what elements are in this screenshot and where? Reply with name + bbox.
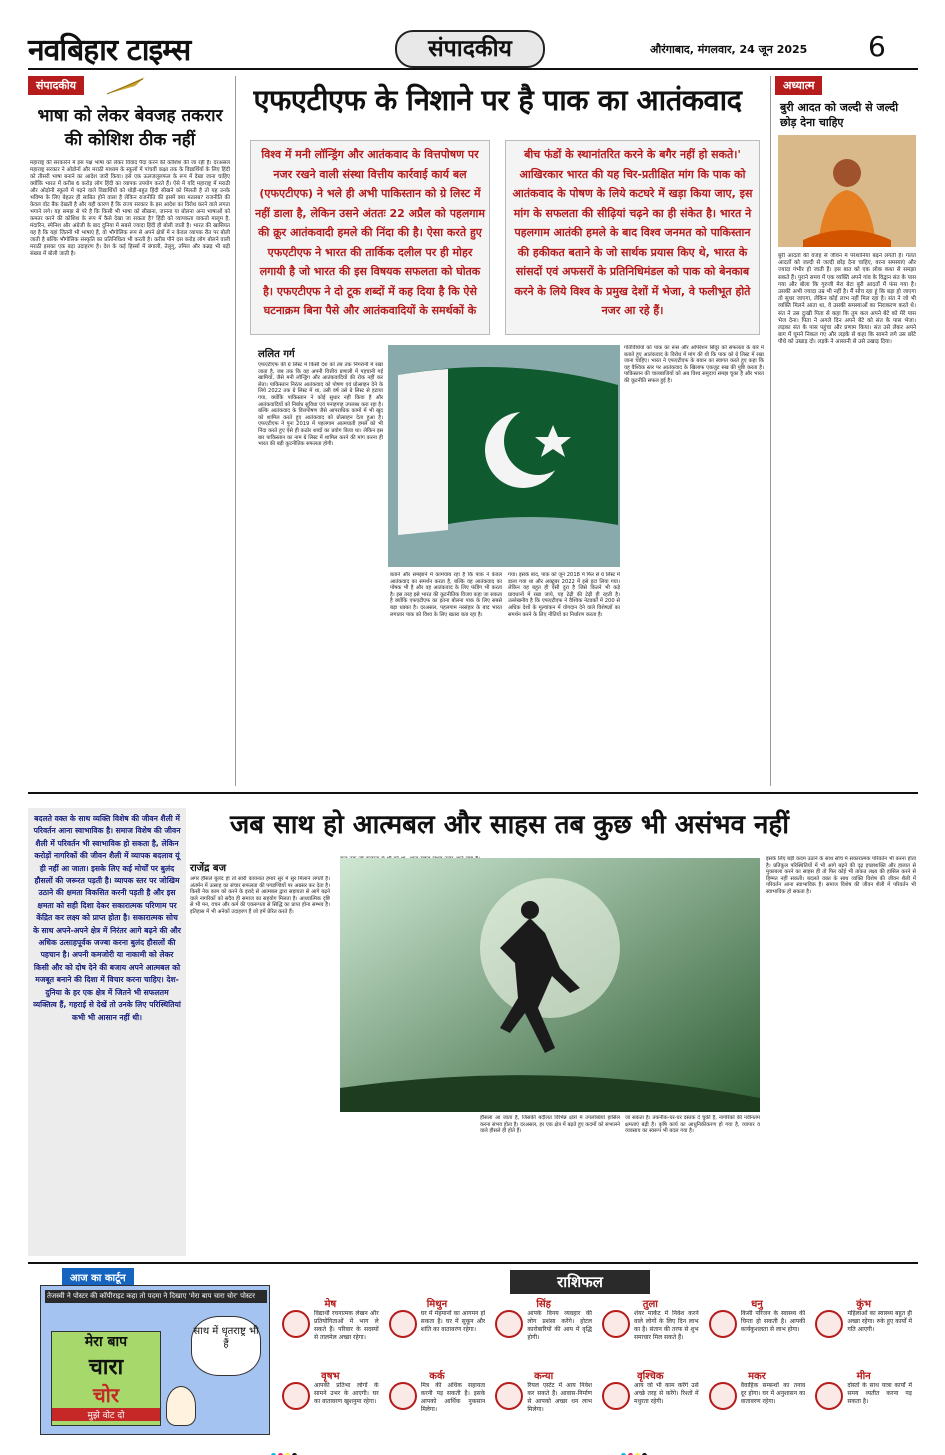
rashifal-sign-name: कन्या bbox=[534, 1371, 554, 1382]
zodiac-icon bbox=[815, 1382, 843, 1410]
rashifal-title: राशिफल bbox=[510, 1270, 650, 1294]
rashifal-sign-name: मकर bbox=[748, 1371, 766, 1382]
column-divider bbox=[235, 76, 236, 786]
highlight-box-right: बीच फंडों के स्थानांतरित करने के बगैर नहीं हो सकते।' आखिरकार भारत की यह चिर-प्रतीक्षित मांग कि पाक को आतंकवाद के पोषण के लिये कटघरे में खड़ा किया जाए, इस मांग के सफलता की सीढ़ियां चढ़ने का ही संकेत है। भारत ने पहलगाम आतंकी हमले के बाद विश्व जनमत को पाकिस्तान की हकीकत बताने के जो सार्थक प्रयास किए थे, भारत के सांसदों एवं अफसरों के प्रतिनिधिमंडल को पाक को बेनकाब करने के लिये विश्व के प्रमुख देशों में भेजा, वे फलीभूत होते नजर आ रहे हैं। bbox=[505, 140, 760, 335]
running-man-photo bbox=[340, 858, 760, 1112]
rashifal-sign-name: वृश्चिक bbox=[637, 1371, 664, 1382]
speech-bubble: साथ में धृतराष्ट्र भी हैं bbox=[191, 1316, 261, 1376]
adhyatm-body: बुरी आदतों की वजह से जीवन में परेशानियां बढ़ने लगती है। गलत आदतों को जल्दी से जल्दी छोड़ देना चाहिए, वरना समस्याएं और ज्यादा गंभीर हो जाती है। इस बात को एक लोक कथा से समझा सकते हैं। पुराने समय में एक व्यक्ति अपने गांव के विद्वान संत के पास गया और बोला कि गुरुजी मेरा बेटा बुरी आदतों में फंस गया है। उसकी अभी ज्यादा उम्र भी नहीं है। मैं सोच रहा हूं कि बड़ा हो जाएगा तो सुधर जाएगा, लेकिन कोई लाभ नहीं मिल रहा है। संत ने जो भी व्यक्ति मिलने आता था, वे उसकी समस्याओं का निराकरण करते थे। संत ने उस दुःखी पिता से कहा कि तुम कल अपने बेटे को मेरे पास भेज देना। पिता ने अगले दिन अपने बेटे को संत के पास भेजा। लड़का संत के पास पहुंचा और प्रणाम किया। संत उसे लेकर अपने बाग में घूमने निकल गए और लड़के से कहा कि सामने लगे उस छोटे पौधे को उखाड़ दो। लड़के ने आसानी से उसे उखाड़ दिया। bbox=[778, 253, 916, 346]
rashifal-sign bbox=[280, 1296, 381, 1366]
registration-marks-right bbox=[620, 1443, 648, 1455]
rashifal-sign-text: महिलाओं का स्वास्थ्य बहुत ही अच्छा रहेगा। रुके हुए कार्यों में गति आएगी। bbox=[847, 1310, 912, 1333]
rashifal-sign-name: मिथुन bbox=[426, 1299, 448, 1310]
rashifal-sign-name: धनु bbox=[751, 1299, 763, 1310]
highlight-box-left: विश्व में मनी लॉन्ड्रिंग और आतंकवाद के वित्तपोषण पर नजर रखने वाली संस्था वित्तीय कार्रवाई कार्य बल (एफएटीएफ) ने भले ही अभी पाकिस्तान को ग्रे लिस्ट में नहीं डाला है, लेकिन उसने अंततः 22 अप्रैल को पहलगाम की क्रूर आतंकवादी हमले की निंदा की है। ऐसा करते हुए एफएटीएफ ने भारत की तार्किक दलील पर ही मोहर लगायी है जो भारत की इस विषयक सफलता को घोतक है। एफएटीएफ ने दो टूक शब्दों में कह दिया है कि ऐसे घटनाक्रम बिना पैसे और आतंकवादियों के समर्थकों के bbox=[250, 140, 490, 335]
page-number: 6 bbox=[868, 30, 886, 63]
second-headline: जब साथ हो आत्मबल और साहस तब कुछ भी असंभव नहीं bbox=[230, 810, 789, 840]
zodiac-icon bbox=[709, 1382, 737, 1410]
rashifal-sign-name: मीन bbox=[856, 1371, 871, 1382]
zodiac-icon bbox=[282, 1310, 310, 1338]
zodiac-icon bbox=[815, 1310, 843, 1338]
rashifal-sign-text: आय जो भी काम करेंगे उसे अच्छे तरह से करेंगे। रिश्तों में मधुरता रहेगी। bbox=[634, 1382, 699, 1405]
header-rule bbox=[28, 68, 918, 70]
rashifal-sign bbox=[707, 1368, 808, 1438]
second-byline: राजेंद्र बज bbox=[190, 863, 227, 874]
second-col5: इसके लिए बड़ी कदम उठाने के साथ सोच में सकारात्मक परिवर्तन भी करना होता है। प्रतिकूल परिस्थितियों में भी आगे बढ़ने की दृढ़ इच्छाशक्ति और हालात से मुकाबला करने का साहस ही तो फिर कोई भी ताकत लक्ष्य की हासिल करने से हिम्मत नहीं सकती। बदलते वक्त के साथ व्यक्ति विशेष की जीवन शैली में परिवर्तन आना स्वाभाविक है। समाज विशेष की जीवन शैली में परिवर्तन भी स्वाभाविक हो सकता है। bbox=[766, 856, 916, 895]
rashifal-sign bbox=[493, 1296, 594, 1366]
rashifal-sign-text: मित्र की अधिक सहायता करनी पड़ सकती है। इसके आपको आर्थिक नुकसान मिलेगा। bbox=[420, 1382, 486, 1413]
poster-line2: चारा bbox=[88, 1355, 124, 1380]
column-divider-right bbox=[770, 76, 771, 786]
flag-photo bbox=[388, 345, 620, 567]
zodiac-icon bbox=[602, 1310, 630, 1338]
editorial-title: भाषा को लेकर बेवजह तकरार की कोशिश ठीक नहीं bbox=[37, 106, 223, 150]
zodiac-icon bbox=[389, 1382, 417, 1410]
registration-marks bbox=[270, 1443, 298, 1455]
zodiac-icon bbox=[709, 1310, 737, 1338]
rashifal-sign-text: शेयर मार्केट में निवेश करने वाले लोगों के लिए दिन लाभ का है। संतान की तरफ से शुभ समाचार मिल सकते हैं। bbox=[634, 1310, 699, 1341]
zodiac-icon bbox=[495, 1310, 523, 1338]
rashifal-sign-name: वृषभ bbox=[321, 1371, 340, 1382]
main-body-col3: गया। इसके बाद, पाक को जून 2018 में फिर से ग्रे लिस्ट में डाला गया था और अक्टूबर 2022 में इसे हटा लिया गया। लेकिन यह बहुत ही ऐसी दुरा है जिसे कितने भी कड़े प्रावधानों में रखा जाये, यह टेढ़ी की टेढ़ी ही रहती है। उल्लेखनीय है कि एफएटीएफ ने वैश्विक नेटवर्कों में 200 से अधिक देशों के मूल्यांकन में योगदान देने वाले विशेषज्ञों का समर्थन करने के लिए नीतियों का निर्धारण करता है। bbox=[508, 572, 620, 618]
rashifal-sign-text: घर में मेहमानों का आगमन हो सकता है। घर में सुकून और शांति का वातावरण रहेगा। bbox=[420, 1310, 486, 1333]
editorial-body: महाराष्ट्र की सरकारेंने में इस पक्ष भाषा को लेकर विवाद पैदा करने की कोशिश की जा रही है। दरअसल महाराष्ट्र सरकार ने ओडोनों और मराठी माध्यम के स्कूलों में पांचवीं कक्षा तक के विद्यार्थियों के लिए हिंदी को तीसरी भाषा बनाने का आदेश जारी किया। इसे एक ऊलजलूलफल के रूप में देखा जाना चाहिए क्योंकि भारत में करीब 6 करोड़ लोग हिंदी का व्यापक उपयोग करते हैं। ऐसे में यदि महाराष्ट्र में मराठी और ओड़ोनी स्कूलों में पढ़ने वाले विद्यार्थियों को थोड़ी-बहुत हिंदी सीखने को मिलती है तो यह उनके भविष्य के लिए बेहतर ही साबित होने वाला है लेकिन राजनीति की इसमें क्या मतलब? राजनीति की केवल वोट बैंक देखती है और यही कारण है कि राज्य सरकार के इस आदेश का विरोध करने वाले लगता भगाने लगे। यह समझ से परे है कि किसी भी भाषा को सीखना, जानना या बोलना अन्य भाषाओं को कमतर करने की कोशिश के रूप में कैसे देखा जा सकता है? हिंदी को व्यापकता वाकतो मालूम है, मंदारिन, स्पेनिश और अंग्रेजी के बाद दुनिया में सबसे ज्यादा हिंदी ही बोली जाती है। भारत की खासियत यह है कि यहां जितनी भी भाषाएं हैं, वो भौगोलिक रूप से अपने क्षेत्रों में न केवल व्यापक रीत पर बोली जाती है बल्कि भौगोलिक संस्कृति का प्रतिनिधित्व भी करती है। करीब पौने दस करोड़ लोग बोलने वाली मराठी इसका एक बड़ा उदाहरण है। देश के कई हिस्सों में बंगाली, तेलुगु, तमिल और कन्नड़ भी बड़ी संख्या में बोली जाती है। bbox=[30, 160, 230, 257]
quill-icon bbox=[105, 74, 150, 96]
adhyatm-tag: अध्यात्म bbox=[775, 76, 822, 95]
rashifal-sign bbox=[280, 1368, 381, 1438]
rashifal-sign-text: रियल एस्टेट में आय निवेश कर सकते हैं। आवास-निर्माण से आपको अच्छा धन लाभ मिलेगा। bbox=[527, 1382, 592, 1413]
cartoon-label: आज का कार्टून bbox=[62, 1268, 134, 1286]
second-col3: हौसला आ जाता है, जिसकी बदौलत विभिन्न क्षेत्रों में उपलब्धियां हासिल करना संभव होता है। दरअसल, हर एक क्षेत्र में बढ़ते हुए कदमों को संभालने वाले हौसले ही होते हैं। bbox=[480, 1115, 620, 1135]
second-col1: अगर हौसले बुलंद हों तो सारी कायनात हमारे सुर में सुर मिलाने लगती है। अंतर्मन में उत्साह का संचार सफलता की पगडण्डियों पर अग्रसर कर देता है। किसी नेक काम को करने के इरादे से आत्मबल द्वारा सहायता से आगे बढ़ने वाले नागरिकों को सदैव ही समाज का सहयोग मिलता है। आध्यात्मिक दृष्टि से भी मन, वचन और कर्म की एकरूपता से सिद्धि का प्राप्त होना सम्भव है। इतिहास में भी अनेकों उदाहरण हैं जो हमें प्रेरित करते हैं। bbox=[190, 876, 330, 915]
main-headline: एफएटीएफ के निशाने पर है पाक का आतंकवाद bbox=[253, 83, 742, 117]
main-body-col4: गतिविधियों को पाक का रूस और ओपेरेशन सिंदूर को सफलता के बारे में बताते हुए आतंकवाद के विरोध में मांग की थी कि पाक को ग्रे लिस्ट में रखा जाना चाहिए। भारत ने एफएटीएफ के बयान का स्वागत करते हुए कहा कि यह वैश्विक स्तर पर आतंकवाद के खिलाफ एकजुट रुख की पुष्टि करता है। पाकिस्तान की चालबाजियों को अब विश्व समुदाय समझ चुका है और भारत की कूटनीति सफल हुई है। bbox=[624, 345, 764, 384]
zodiac-icon bbox=[495, 1382, 523, 1410]
main-body-col2: बताने और समझाने में कामयाब रहा है कि पाक ने केवल आतंकवाद का समर्थन करता है, बल्कि वह आतंकवाद का पोषक भी है और वह आतंकवाद के लिए फंडिंग भी करता है। इस तरह इसे भारत की कूटनीतिक विजय कहा जा सकता है क्योंकि एफएटीएफ का इतना बोलना पाक के लिए सबसे बड़ा धक्का है। दरअसल, पहलगाम नरसंहार के बाद भारत लगातार पाक को विश्व के लिए खतरा बता रहा है। bbox=[390, 572, 502, 618]
poster-line1: मेरा बाप bbox=[84, 1334, 128, 1350]
rashifal-sign bbox=[707, 1296, 808, 1366]
cartoon-figure bbox=[166, 1386, 196, 1426]
rashifal-sign bbox=[813, 1296, 914, 1366]
adhyatm-title: बुरी आदत को जल्दी से जल्दी छोड़ देना चाहिए bbox=[780, 101, 899, 129]
main-body-col1: एफएटीएफ की ग्रे लिस्ट में किसी देश को तब तक निगरानी में रखा जाता है, जब तक कि वह अपनी वित्तीय प्रणाली में पहचानी गई खामियों, जैसे मनी लॉन्ड्रिंग और आतंकवादियों की रोक नहीं कर लेता। पाकिस्तान निरंतर आतंकवाद को पोषण एवं प्रोत्साहन देने के लिये 2022 तक ग्रे लिस्ट में था, उसी वर्ष उसे ग्रे लिस्ट से हटाया गया, क्योंकि पाकिस्तान ने कोई सुधार नहीं किया है और आतंकवादियों को निर्बाध सुविधा एवं पनाहगाह उपलब्ध करा रहा है। बल्कि आतंकवाद के वित्तपोषण जैसे आपराधिक कामों में भी खुद को शामिल करते हुए आतंकवाद को प्रोत्साहन देता हुआ है। एफएटीएफ ने पुनः 2019 में पहलगाम आत्मघाती हमले को भी निंदा करते हुए ऐसे ही कठोर शब्दों का प्रयोग किया था। लेकिन इस बार पाकिस्तान का नाम ग्रे लिस्ट में शामिल करने की मांग करना ही भारत की बड़ी कूटनीतिक सफलता होगी। bbox=[258, 362, 383, 448]
zodiac-icon bbox=[602, 1382, 630, 1410]
byline: ललित गर्ग bbox=[258, 349, 295, 360]
date-line: औरंगाबाद, मंगलवार, 24 जून 2025 bbox=[650, 43, 808, 56]
rashifal-sign bbox=[387, 1296, 488, 1366]
poster-line4: मुझे वोट दो bbox=[52, 1408, 160, 1421]
rashifal-sign-text: विद्यार्थी रचनात्मक लेखन और प्रतियोगिताओं में भाग ले सकते हैं। परिवार के सदस्यों से तालमेल अच्छा रहेगा। bbox=[314, 1310, 379, 1341]
section-rule bbox=[28, 792, 918, 794]
rashifal-sign bbox=[387, 1368, 488, 1438]
section-rule-2 bbox=[28, 1262, 918, 1264]
cartoon-panel bbox=[40, 1285, 270, 1435]
rashifal-sign-text: आपके विनय व्यवहार की लोग प्रशंसा करेंगे। होटल कारोबारियों की आय में वृद्धि होगी। bbox=[527, 1310, 592, 1341]
rashifal-sign bbox=[600, 1296, 701, 1366]
zodiac-icon bbox=[282, 1382, 310, 1410]
section-tab: संपादकीय bbox=[395, 30, 545, 68]
rashifal-sign-text: आपकी प्रतिभा लोगों के सामने उभर के आएगी। घर का वातावरण खुशनुमा रहेगा। bbox=[314, 1382, 379, 1405]
rashifal-sign bbox=[600, 1368, 701, 1438]
rashifal-sign-name: सिंह bbox=[536, 1299, 551, 1310]
zodiac-icon bbox=[389, 1310, 417, 1338]
editorial-tag: संपादकीय bbox=[28, 76, 84, 95]
rashifal-sign-text: वैवाहिक सम्बन्धों का तनाव दूर होगा। घर में अनुशासन का वातावरण रहेगा। bbox=[740, 1382, 806, 1405]
rashifal-sign-name: मेष bbox=[324, 1299, 337, 1310]
paper-name: नवबिहार टाइम्स bbox=[28, 33, 191, 68]
rashifal-sign-name: तुला bbox=[642, 1299, 658, 1310]
rashifal-sign-name: कर्क bbox=[429, 1371, 445, 1382]
second-col4: जा सकता है। तकनीक-घर-घर दस्तक दे चुकी है, नागरिकों की नवीनतम क्षमताएं बढ़ी है। कृषि कार्य का आधुनिकीकरण हो गया है, व्यापार व व्यवसाय का स्वरूप भी बदल गया है। bbox=[625, 1115, 760, 1135]
cartoon-poster bbox=[51, 1331, 161, 1426]
rashifal-sign bbox=[493, 1368, 594, 1438]
rashifal-sign bbox=[813, 1368, 914, 1438]
poster-line3: चोर bbox=[92, 1383, 120, 1407]
cartoon-caption: तेजस्वी ने पोस्टर की कॉपीराइट कहा तो पदमा ने दिखाए 'मेरा बाप चारा चोर' पोस्टर bbox=[45, 1290, 267, 1303]
rashifal-grid bbox=[280, 1296, 920, 1436]
rashifal-sign-text: किसी परिजन के स्वास्थ्य की चिन्ता हो सकती है। आपकी कार्यकुशलता से लाभ होगा। bbox=[740, 1310, 806, 1333]
pullquote-box: बदलते वक्त के साथ व्यक्ति विशेष की जीवन शैली में परिवर्तन आना स्वाभाविक है। समाज विशेष की जीवन शैली में परिवर्तन भी स्वाभाविक हो सकता है, लेकिन करोड़ों नागरिकों की जीवन शैली में व्यापक बदलाव यूं ही नहीं आ जाता। इसके लिए कई मोर्चों पर बुलंद हौसलों की जरूरत पड़ती है। व्यापक स्तर पर जोखिम उठाने की क्षमता विकसित करनी पड़ती है और इस क्षमता को सही दिशा देकर सकारात्मक परिणाम पर केंद्रित कर लक्ष्य को प्राप्त होता है। सकारात्मक सोच के साथ अपने-अपने क्षेत्र में निरंतर आगे बढ़ने की और अधिक उत्साहपूर्वक जज्बा करना बुलंद हौसलों की पहचान है। अपनी कमजोरी या नाकामी को लेकर किसी और को दोष देने की बजाय अपने आत्मबल को मजबूत बनाने की दिशा में विचार करना चाहिए। देश-दुनिया के हर एक क्षेत्र में जितने भी सफलतम व्यक्तित्व हैं, गहराई से देखें तो उनके लिए परिस्थितियां कभी भी आसान नहीं थी। bbox=[28, 808, 186, 1256]
rashifal-sign-text: दोस्तों के साथ यात्रा कार्यों में समय व्यतीत करना पड़ सकता है। bbox=[847, 1382, 912, 1405]
meditation-photo bbox=[778, 135, 916, 247]
rashifal-sign-name: कुंभ bbox=[856, 1299, 872, 1310]
